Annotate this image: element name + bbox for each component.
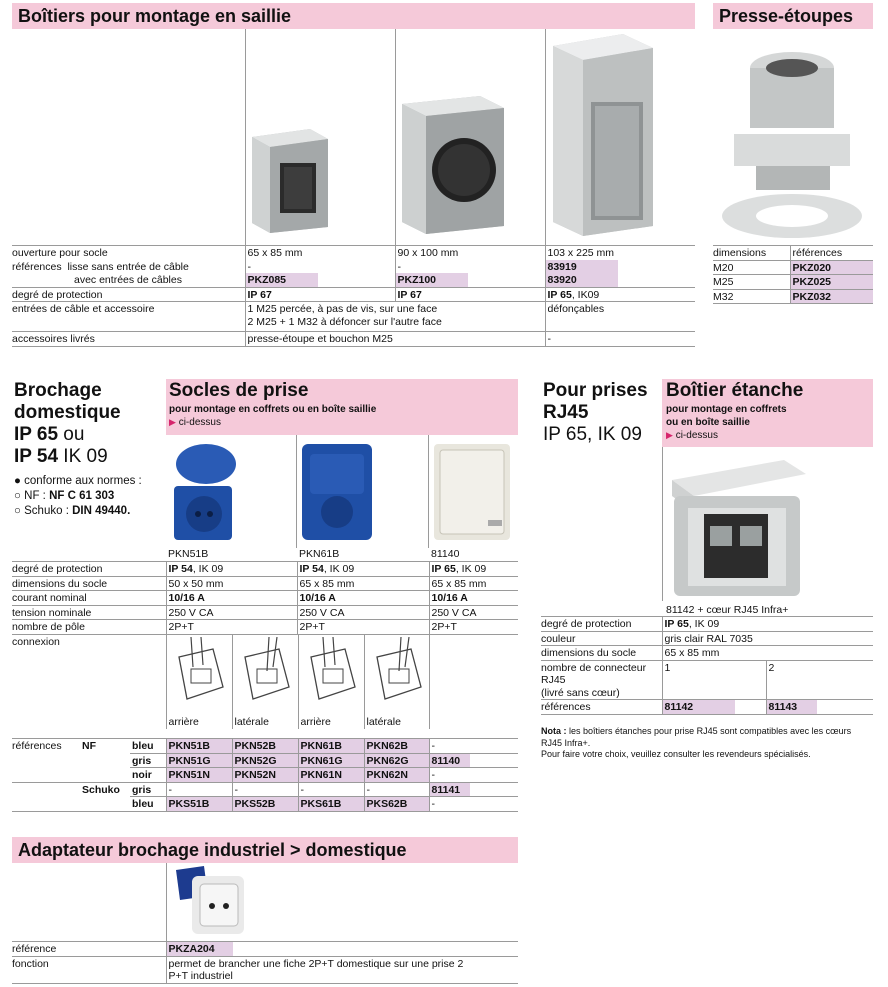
boitier-65x85-image	[248, 125, 333, 235]
table-row: avec entrées de câbles PKZ085 PKZ100 83920	[12, 273, 695, 287]
table-row: Schuko gris - - - - 81141	[12, 782, 518, 797]
presse-etoupe-image	[716, 38, 872, 244]
rj45-note: Nota : les boîtiers étanches pour prise RJ45 sont compatibles avec les cœurs RJ45 Infra+. Pour faire votre choix, veuillez consulter les revendeurs spécialisés.	[541, 726, 852, 759]
table-row: dimensions références	[713, 246, 873, 261]
divider	[428, 435, 429, 548]
rj45-title: Pour prises RJ45 IP 65, IK 09	[543, 380, 648, 445]
table-row: tension nominale 250 V CA 250 V CA 250 V CA	[12, 605, 518, 620]
table-row: dimensions du socle 65 x 85 mm	[541, 646, 873, 661]
socles-table	[12, 561, 518, 729]
table-row: références 81142 81143	[541, 700, 873, 715]
table-row: nombre de connecteur RJ45 (livré sans cœur) 1 2	[541, 660, 873, 700]
table-row: connexion arrière latérale arrière latérale	[12, 634, 518, 729]
rj45-caption: 81142 + cœur RJ45 Infra+	[666, 604, 789, 616]
adaptateur-image	[170, 866, 250, 938]
table-row: M25 PKZ025	[713, 275, 873, 290]
boitiers-table	[12, 245, 695, 347]
table-row: M32 PKZ032	[713, 289, 873, 304]
divider	[296, 435, 297, 548]
table-row: noir PKN51N PKN52N PKN61N PKN62N -	[12, 768, 518, 783]
section-title-socles: Socles de prise pour montage en coffrets ou en boîte saillie ▶ ci-dessus	[166, 379, 518, 435]
table-row: bleu PKS51B PKS52B PKS61B PKS62B -	[12, 797, 518, 812]
socle-pkn61b-image	[300, 440, 376, 544]
boitier-etanche-table	[541, 616, 873, 715]
boitier-90x100-image	[398, 92, 510, 237]
table-row: nombre de pôle 2P+T 2P+T 2P+T	[12, 620, 518, 635]
arrow-right-icon: ▶	[666, 430, 673, 440]
connexion-laterale-image	[239, 637, 293, 713]
section-title-boitiers: Boîtiers pour montage en saillie	[12, 3, 695, 29]
table-row: degré de protection IP 65, IK 09	[541, 617, 873, 632]
table-row: entrées de câble et accessoire 1 M25 percée, à pas de vis, sur une face 2 M25 + 1 M32 à défoncer sur l'autre face défonçables	[12, 302, 695, 332]
table-row: références lisse sans entrée de câble - - 83919	[12, 260, 695, 274]
table-row: couleur gris clair RAL 7035	[541, 631, 873, 646]
connexion-arriere-image	[173, 637, 227, 713]
arrow-right-icon: ▶	[169, 417, 176, 427]
section-title-adaptateur: Adaptateur brochage industriel > domestique	[12, 837, 518, 863]
table-row: courant nominal 10/16 A 10/16 A 10/16 A	[12, 591, 518, 606]
divider	[662, 447, 663, 601]
connexion-arriere-image	[305, 637, 359, 713]
table-row: références NF bleu PKN51B PKN52B PKN61B PKN62B -	[12, 739, 518, 754]
table-row: degré de protection IP 54, IK 09 IP 54, IK 09 IP 65, IK 09	[12, 562, 518, 577]
adaptateur-table	[12, 941, 518, 984]
table-row: gris PKN51G PKN52G PKN61G PKN62G 81140	[12, 753, 518, 768]
presse-etoupes-table	[713, 245, 873, 304]
section-title-presse-etoupes: Presse-étoupes	[713, 3, 873, 29]
divider	[545, 29, 546, 246]
section-title-boitier-etanche: Boîtier étanche pour montage en coffrets ou en boîte saillie ▶ ci-dessus	[662, 379, 873, 447]
socles-references-table	[12, 738, 518, 812]
table-row: ouverture pour socle 65 x 85 mm 90 x 100 mm 103 x 225 mm	[12, 246, 695, 260]
table-row: référence PKZA204	[12, 942, 518, 957]
divider	[166, 863, 167, 941]
divider	[245, 29, 246, 246]
norms-list: ● conforme aux normes : ○ NF : NF C 61 303 ○ Schuko : DIN 49440.	[14, 475, 142, 517]
socle-81140-image	[432, 440, 514, 544]
table-row: dimensions du socle 50 x 50 mm 65 x 85 mm 65 x 85 mm	[12, 576, 518, 591]
brochage-title: Brochage domestique IP 65 ou IP 54 IK 09	[14, 380, 121, 467]
boitier-etanche-rj45-image	[666, 456, 811, 600]
table-row: accessoires livrés presse-étoupe et bouchon M25 -	[12, 332, 695, 347]
table-row: fonction permet de brancher une fiche 2P+T domestique sur une prise 2 P+T industriel	[12, 956, 518, 983]
connexion-laterale-image	[371, 637, 425, 713]
table-row: degré de protection IP 67 IP 67 IP 65, IK09	[12, 287, 695, 302]
socle-pkn51b-image	[170, 440, 248, 544]
divider	[395, 29, 396, 246]
boitier-103x225-image	[549, 30, 657, 238]
table-row: M20 PKZ020	[713, 260, 873, 275]
